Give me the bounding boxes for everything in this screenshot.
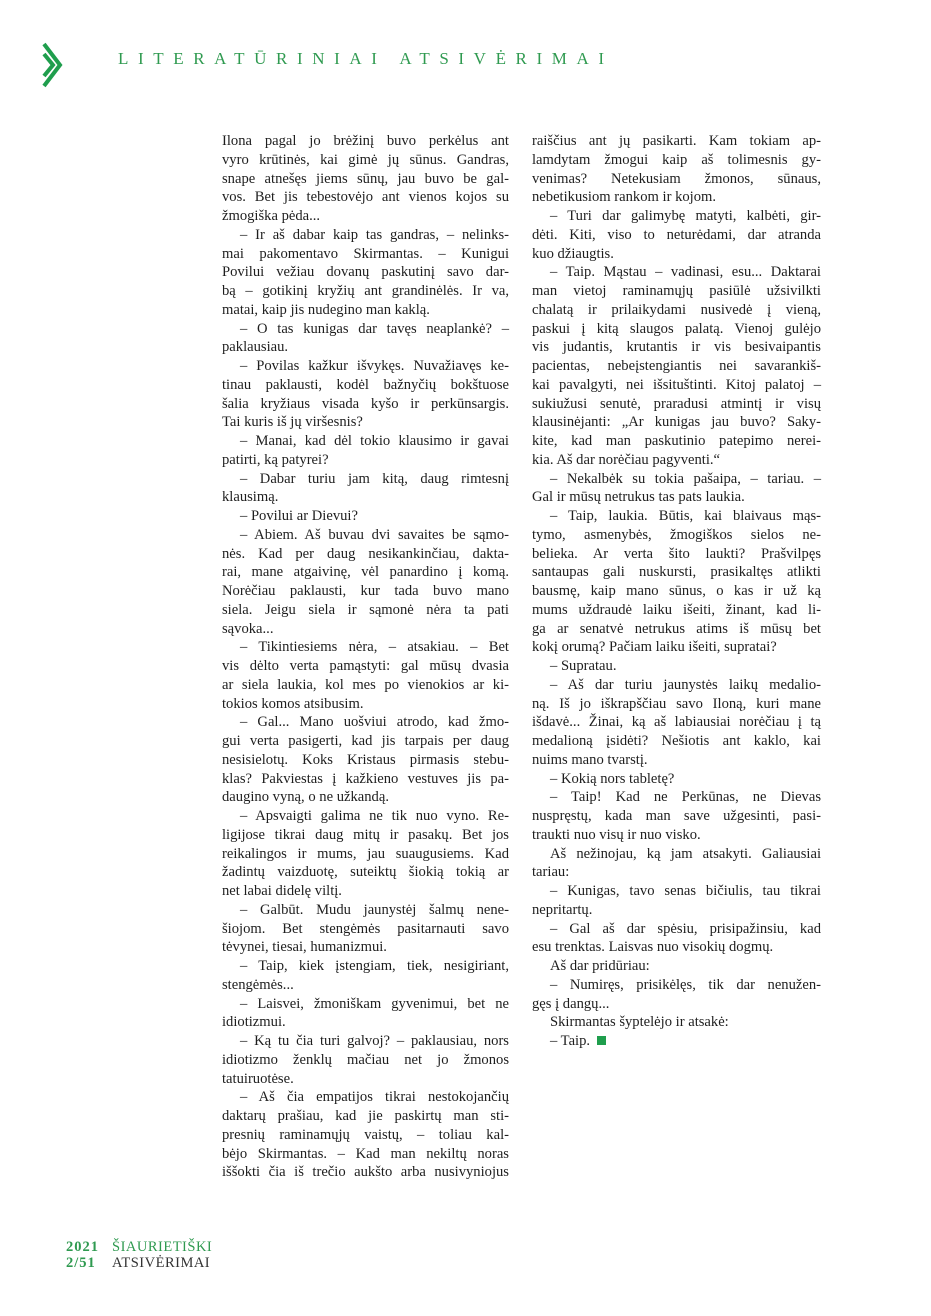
text-line-content: Norėčiau paklausti, kur tada buvo mano xyxy=(222,583,509,599)
text-line xyxy=(222,1013,509,1032)
paragraph xyxy=(222,357,509,432)
text-line xyxy=(222,376,509,395)
text-line-content: idiotizmo ženklų mačiau net jo žmonos xyxy=(222,1051,509,1068)
text-line xyxy=(222,282,509,301)
text-line xyxy=(222,1126,509,1145)
text-line xyxy=(222,1032,509,1051)
text-line-content: bėjo Skirmantas. – Kad man nekiltų noras xyxy=(222,1145,509,1162)
text-line-content: Skirmantas šyptelėjo ir atsakė: xyxy=(550,1014,729,1031)
text-line xyxy=(532,413,821,432)
text-line-content: ligijose tikrai daug mitų ir pasakų. Bet jos xyxy=(222,826,509,843)
paragraph xyxy=(532,882,821,920)
text-line-content: – Taip. xyxy=(550,1033,591,1049)
text-line-content: kia. Aš dar norėčiau pagyventi.“ xyxy=(532,451,721,468)
text-line-content: medalioną įsidėti? Nešiotis ant kaklo, kai xyxy=(532,733,821,749)
text-line xyxy=(222,207,509,226)
text-line-content: išdavė... Žinai, ką aš labiausiai norėčiau į tą xyxy=(532,714,821,731)
text-line-content: belieka. Ar verta šito laukti? Prašvilpęs xyxy=(532,545,821,562)
text-line xyxy=(532,357,821,376)
text-line-content: kuo džiaugtis. xyxy=(532,245,614,262)
text-line xyxy=(222,413,509,432)
text-line xyxy=(222,995,509,1014)
text-line-content: nuims mano tvarstį. xyxy=(532,751,648,768)
text-line-content: stengėmės... xyxy=(222,976,294,993)
paragraph xyxy=(222,638,509,713)
text-line xyxy=(222,1107,509,1126)
text-line xyxy=(532,695,821,714)
text-column-left xyxy=(222,132,509,1182)
text-line-content: gęs į dangų... xyxy=(532,995,610,1012)
text-line-content: paskui į kitą slaugos palatą. Vienoj gulėjo xyxy=(532,320,821,337)
text-line xyxy=(222,976,509,995)
text-line xyxy=(222,1145,509,1164)
text-line xyxy=(532,395,821,414)
text-line-content: klausinėjanti: „Ar kunigas jau buvo? Saky- xyxy=(532,414,821,431)
text-line xyxy=(222,620,509,639)
text-line-content: Gal ir mūsų netrukus tas pats laukia. xyxy=(532,489,745,506)
text-line xyxy=(222,395,509,414)
text-line-content: daugino vyną, o ne užkandą. xyxy=(222,789,389,806)
text-line-content: paklausiau. xyxy=(222,339,289,356)
text-line xyxy=(532,807,821,826)
paragraph xyxy=(222,470,509,508)
text-line xyxy=(532,132,821,151)
text-column-right xyxy=(532,132,821,1051)
text-line-content: gui verta pasigerti, kad jis tarpais per daug xyxy=(222,733,509,749)
text-line xyxy=(532,1013,821,1032)
text-line xyxy=(532,676,821,695)
text-line xyxy=(532,638,821,657)
text-line xyxy=(222,1051,509,1070)
text-line-content: sukiužusi senutė, praradusi atmintį ir visų xyxy=(532,395,821,412)
text-line-content: traukti nuo visų ir nuo visko. xyxy=(532,826,701,843)
text-line xyxy=(222,882,509,901)
text-line xyxy=(532,788,821,807)
text-line xyxy=(222,601,509,620)
text-line xyxy=(532,976,821,995)
text-line xyxy=(532,751,821,770)
text-line-content: – Taip, laukia. Būtis, kai blaivaus mąs- xyxy=(550,508,821,524)
text-line-content: žadintų vaizduotę, suteiktų šiokią tokią ar xyxy=(222,864,509,881)
paragraph xyxy=(532,788,821,844)
paragraph xyxy=(532,207,821,263)
text-line xyxy=(532,207,821,226)
paragraph xyxy=(532,263,821,469)
text-line xyxy=(222,807,509,826)
paragraph xyxy=(222,132,509,226)
text-line xyxy=(222,957,509,976)
paragraph xyxy=(222,995,509,1033)
text-line xyxy=(532,938,821,957)
text-line-content: – Gal aš dar spėsiu, prisipažinsiu, kad xyxy=(550,920,821,937)
text-line xyxy=(222,470,509,489)
text-line-content: – Ir aš dabar kaip tas gandras, – nelinks- xyxy=(240,226,509,243)
paragraph xyxy=(222,1032,509,1088)
text-line-content: – Ką tu čia turi galvoj? – paklausiau, nors xyxy=(240,1033,509,1049)
text-line-content: ga ar senatvė netrukus atims iš mūsų bet xyxy=(532,620,821,637)
text-line-content: – Aš dar turiu jaunystės laikų medalio- xyxy=(550,676,821,693)
text-line-content: chalatą ir prilaikydami nusivedė į vieną, xyxy=(532,301,821,318)
text-line-content: – Gal... Mano uošviui atrodo, kad žmo- xyxy=(240,714,509,731)
text-line xyxy=(222,488,509,507)
text-line xyxy=(222,826,509,845)
text-line-content: – Abiem. Aš buvau dvi savaites be sąmo- xyxy=(240,526,509,543)
text-line xyxy=(222,788,509,807)
text-line xyxy=(222,132,509,151)
text-line-content: venimas? Netekusiam žmonos, sūnaus, xyxy=(532,170,821,187)
paragraph xyxy=(222,320,509,358)
text-line xyxy=(222,638,509,657)
text-line xyxy=(222,1070,509,1089)
text-line-content: santaupas gali nuskursti, prasikaltęs atlikti xyxy=(532,564,821,581)
text-line-content: tymo, asmenybės, žmogiškos sielos ne- xyxy=(532,526,821,543)
text-line-content: Tai kuris iš jų viršesnis? xyxy=(222,414,363,431)
text-line-content: siela. Jeigu siela ir sąmonė nėra ta pati xyxy=(222,601,509,618)
text-line-content: Povilui vežiau dovanų paskutinį savo dar- xyxy=(222,264,509,281)
text-line xyxy=(222,320,509,339)
footer-year: 2021 xyxy=(66,1239,99,1255)
text-line-content: nės. Kad per daug nesikankinčiau, dakta- xyxy=(222,545,509,562)
text-line xyxy=(222,582,509,601)
text-line-content: kokį orumą? Pačiam laiku išeiti, supratai? xyxy=(532,639,777,656)
text-line xyxy=(532,582,821,601)
text-line-content: tatuiruotėse. xyxy=(222,1070,294,1087)
text-line xyxy=(532,657,821,676)
text-line-content: – Povilas kažkur išvykęs. Nuvažiavęs ke- xyxy=(240,358,509,374)
text-line xyxy=(532,526,821,545)
end-of-article-square-icon xyxy=(597,1036,606,1045)
text-line-content: rai, mane atgaivinę, vėl panardino į komą. xyxy=(222,564,509,581)
text-line-content: snape atnešęs jiems sūnų, jau buvo be gal- xyxy=(222,170,509,187)
text-line xyxy=(222,188,509,207)
text-line-content: tariau: xyxy=(532,864,570,881)
text-line xyxy=(532,488,821,507)
text-line xyxy=(532,301,821,320)
text-line-content: mai pakomentavo Skirmantas. – Kunigui xyxy=(222,245,509,262)
text-line xyxy=(222,170,509,189)
text-line-content: šiojom. Bet stengėmės pasitarnauti savo xyxy=(222,920,509,937)
text-line xyxy=(222,657,509,676)
text-line xyxy=(532,920,821,939)
text-line-content: – Apsvaigti galima ne tik nuo vyno. Re- xyxy=(240,808,509,824)
paragraph xyxy=(532,976,821,1014)
text-line xyxy=(532,957,821,976)
text-line-content: vos. Bet jis tebestovėjo ant vienos kojos su xyxy=(222,189,509,206)
text-line-content: daktarų prašiau, kad jie paskirtų man sti- xyxy=(222,1108,509,1124)
text-line-content: – Numiręs, prisikėlęs, tik dar nenužen- xyxy=(550,976,821,993)
paragraph xyxy=(222,1088,509,1182)
text-line xyxy=(532,901,821,920)
text-line xyxy=(532,770,821,789)
text-line xyxy=(532,995,821,1014)
text-line-content: kite, kad man paskutinio patepimo nerei- xyxy=(532,433,821,449)
text-line-content: – Taip, kiek įstengiam, tiek, nesigiriant, xyxy=(240,958,509,974)
text-line-content: žmogiška pėda... xyxy=(222,208,321,224)
paragraph xyxy=(532,470,821,508)
paragraph xyxy=(532,1013,821,1032)
paragraph xyxy=(532,770,821,789)
paragraph xyxy=(222,713,509,807)
text-line-content: ną. Iš jo iškrapščiau savo Iloną, kuri mane xyxy=(532,695,821,712)
text-line-content: – Povilui ar Dievui? xyxy=(240,508,358,524)
text-line-content: iššokti čia iš trečio aukšto arba nusivyniojus xyxy=(222,1164,509,1181)
text-line xyxy=(222,507,509,526)
text-line-content: – Turi dar galimybę matyti, kalbėti, gir- xyxy=(550,208,821,224)
text-line-content: dėti. Kiti, viso to neturėdami, dar atranda xyxy=(532,226,821,243)
paragraph xyxy=(222,226,509,320)
text-line-content: Aš dar pridūriau: xyxy=(550,958,650,974)
text-line xyxy=(532,432,821,451)
text-line xyxy=(222,245,509,264)
text-line-content: – Dabar turiu jam kitą, daug rimtesnį xyxy=(240,470,509,487)
text-line-content: bausmę, kaip mano sūnus, o kas ir už ką xyxy=(532,583,821,599)
text-line xyxy=(222,226,509,245)
text-line-content: man vietoj raminamųjų pasiūlė užsivilkti xyxy=(532,283,821,299)
text-line xyxy=(222,263,509,282)
text-line-content: – Kokią nors tabletę? xyxy=(550,770,675,787)
paragraph xyxy=(222,807,509,901)
text-line-content: bą – gotikinį kryžių ant grandinėlės. Ir va, xyxy=(222,283,509,299)
text-line-content: – Tikintiesiems nėra, – atsakiau. – Bet xyxy=(240,639,509,656)
text-line xyxy=(532,470,821,489)
text-line xyxy=(222,770,509,789)
text-line-content: esu trenktas. Laisvas nuo visokių dogmų. xyxy=(532,939,774,956)
text-line xyxy=(222,845,509,864)
text-line xyxy=(532,263,821,282)
text-line-content: vyro krūtinės, kai gimė jų sūnus. Gandras, xyxy=(222,151,509,168)
paragraph xyxy=(222,957,509,995)
text-line xyxy=(222,713,509,732)
magazine-name-line2: ATSIVĖRIMAI xyxy=(112,1255,211,1271)
text-line-content: pacientas, nebeįstengiantis nei savarankiš- xyxy=(532,358,821,374)
text-line-content: nesisielotų. Koks Kristaus pirmasis stebu- xyxy=(222,751,509,768)
text-line xyxy=(532,188,821,207)
text-line xyxy=(222,695,509,714)
text-line xyxy=(222,920,509,939)
text-line xyxy=(222,301,509,320)
text-line xyxy=(222,526,509,545)
text-line xyxy=(532,282,821,301)
paragraph xyxy=(222,526,509,639)
text-line xyxy=(222,545,509,564)
text-line-content: klausimą. xyxy=(222,489,279,506)
text-line-content: idiotizmui. xyxy=(222,1014,286,1031)
text-line-content: presnių raminamųjų vaistų, – toliau kal- xyxy=(222,1126,509,1143)
text-line xyxy=(532,338,821,357)
text-line xyxy=(532,601,821,620)
text-line xyxy=(532,713,821,732)
text-line-content: net labai didelę viltį. xyxy=(222,883,342,899)
text-line-content: tėvynei, tiesai, humanizmui. xyxy=(222,939,387,956)
text-line-content: tinau paklausti, kodėl bažnyčių bokštuose xyxy=(222,376,509,393)
text-line-content: nebetikusiom rankom ir kojom. xyxy=(532,189,717,206)
text-line xyxy=(532,170,821,189)
paragraph xyxy=(532,1032,821,1051)
magazine-name-line1: ŠIAURIETIŠKI xyxy=(112,1239,213,1255)
text-line-content: ar siela laukia, kol mes po vienokios ar ki- xyxy=(222,676,509,693)
double-chevron-icon xyxy=(40,42,70,88)
text-line-content: – Kunigas, tavo senas bičiulis, tau tikrai xyxy=(550,883,821,899)
text-line-content: – Aš čia empatijos tikrai nestokojančių xyxy=(240,1089,509,1106)
text-line xyxy=(532,620,821,639)
text-line-content: klas? Pakviestas į kažkieno vestuves jis pa- xyxy=(222,770,509,787)
text-line xyxy=(532,845,821,864)
text-line xyxy=(222,1163,509,1182)
text-line xyxy=(222,676,509,695)
text-line-content: Aš nežinojau, ką jam atsakyti. Galiausiai xyxy=(550,845,821,862)
paragraph xyxy=(222,432,509,470)
text-line xyxy=(532,826,821,845)
text-line-content: lamdytam žmogui kaip aš tolimesnis gy- xyxy=(532,151,821,168)
text-line xyxy=(532,320,821,339)
text-line-content: matai, kaip jis nudegino man kaklą. xyxy=(222,301,430,318)
text-line-content: mums uždraudė laiku išeiti, žinant, kad li- xyxy=(532,601,821,618)
text-line xyxy=(222,732,509,751)
text-line-content: sąvoka... xyxy=(222,620,274,637)
text-line xyxy=(222,751,509,770)
text-line-content: raiščius ant jų pasikarti. Kam tokiam ap- xyxy=(532,133,821,149)
text-line xyxy=(532,563,821,582)
text-line-content: šalia kryžiaus visada kyšo ir perkūnsargis. xyxy=(222,395,509,412)
text-line-content: – Galbūt. Mudu jaunystėj šalmų nene- xyxy=(240,901,509,918)
text-line xyxy=(222,563,509,582)
text-line xyxy=(532,863,821,882)
section-title: LITERATŪRINIAI ATSIVĖRIMAI xyxy=(118,49,614,68)
text-line xyxy=(532,226,821,245)
text-line-content: tokios komos atsibusim. xyxy=(222,695,364,712)
text-line-content: reikalingos ir mums, jau suaugusiems. Kad xyxy=(222,845,509,862)
text-line-content: nepritartų. xyxy=(532,901,593,918)
paragraph xyxy=(532,676,821,770)
footer-issue: 2/51 xyxy=(66,1255,96,1271)
text-line-content: patirti, ką patyrei? xyxy=(222,451,329,468)
text-line xyxy=(532,732,821,751)
text-line-content: – Taip! Kad ne Perkūnas, ne Dievas xyxy=(550,789,821,806)
text-line xyxy=(532,507,821,526)
text-line xyxy=(222,938,509,957)
text-line-content: – Nekalbėk su tokia pašaipa, – tariau. – xyxy=(550,470,821,487)
text-line xyxy=(532,451,821,470)
paragraph xyxy=(532,845,821,883)
text-line xyxy=(222,901,509,920)
text-line xyxy=(222,338,509,357)
text-line-content: – Manai, kad dėl tokio klausimo ir gavai xyxy=(240,433,509,449)
paragraph xyxy=(532,507,821,657)
footer-masthead xyxy=(66,1239,212,1271)
text-line xyxy=(532,1032,821,1051)
text-line xyxy=(532,882,821,901)
paragraph xyxy=(532,920,821,958)
text-line xyxy=(222,1088,509,1107)
text-line-content: vis judantis, krutantis ir vis besivaipantis xyxy=(532,339,821,356)
text-line xyxy=(532,376,821,395)
text-line-content: vis dėlto verta pamąstyti: gal mūsų dvasia xyxy=(222,658,509,674)
text-line-content: – Taip. Mąstau – vadinasi, esu... Daktarai xyxy=(550,264,821,281)
paragraph xyxy=(222,507,509,526)
text-line-content: – Supratau. xyxy=(550,658,617,674)
text-line xyxy=(532,151,821,170)
paragraph xyxy=(532,657,821,676)
text-line xyxy=(222,151,509,170)
text-line xyxy=(532,545,821,564)
text-line-content: – Laisvei, žmoniškam gyvenimui, bet ne xyxy=(240,995,509,1012)
text-line xyxy=(222,357,509,376)
text-line-content: – O tas kunigas dar tavęs neaplankė? – xyxy=(240,320,509,337)
text-line xyxy=(222,432,509,451)
paragraph xyxy=(532,957,821,976)
paragraph xyxy=(222,901,509,957)
paragraph xyxy=(532,132,821,207)
text-line xyxy=(222,451,509,470)
text-line xyxy=(222,863,509,882)
text-line-content: nuspręstų, kada man save užgesinti, pasi- xyxy=(532,808,821,824)
text-line xyxy=(532,245,821,264)
text-line-content: Ilona pagal jo brėžinį buvo perkėlus ant xyxy=(222,133,509,149)
text-line-content: kai pavalgyti, nei išsituštinti. Kitoj palatoj – xyxy=(532,376,821,393)
